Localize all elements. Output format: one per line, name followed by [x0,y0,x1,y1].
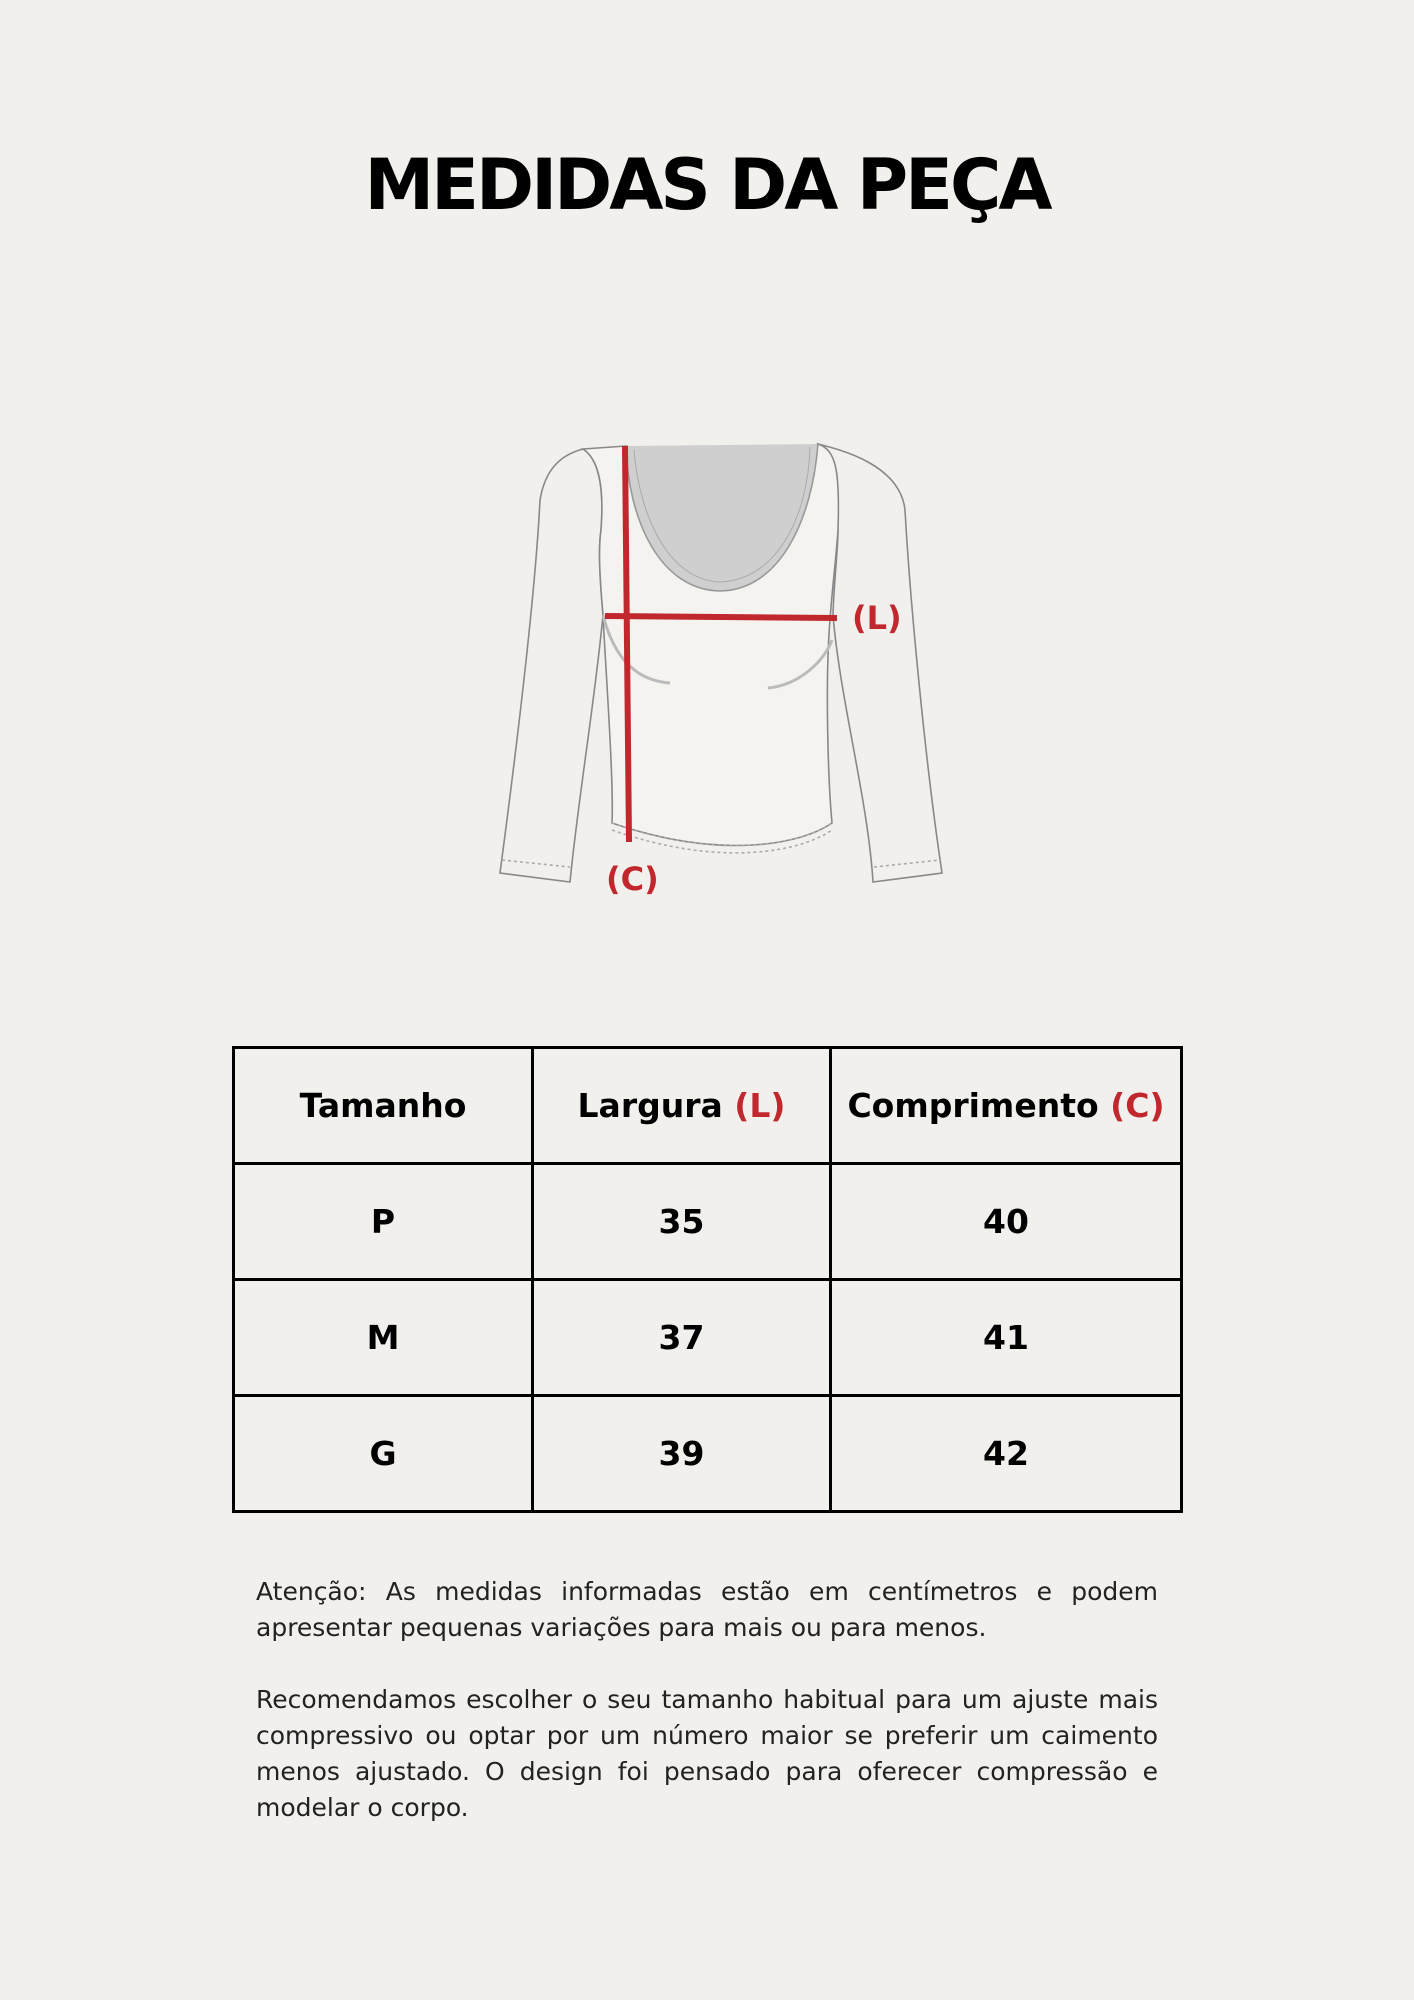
table-row [234,1396,1182,1512]
length-measure-line [625,446,629,842]
length-cell: 40 [831,1164,1182,1280]
size-cell: P [234,1164,533,1280]
page-title: MEDIDAS DA PEÇA [364,144,1050,226]
table-header-row [234,1048,1182,1164]
garment-diagram [480,430,960,910]
width-cell: 35 [533,1164,831,1280]
length-cell: 42 [831,1396,1182,1512]
length-cell: 41 [831,1280,1182,1396]
notes [256,1574,1158,1862]
attention-note: Atenção: As medidas informadas estão em centímetros e podem apresentar pequenas variações para mais ou para menos. [256,1577,1158,1642]
size-cell: G [234,1396,533,1512]
table-row [234,1280,1182,1396]
header-length: Comprimento (C) [831,1048,1182,1164]
header-width: Largura (L) [533,1048,831,1164]
left-sleeve [500,449,603,882]
size-table [232,1046,1183,1513]
header-size: Tamanho [234,1048,533,1164]
table-row [234,1164,1182,1280]
width-measure-line [605,616,837,618]
size-cell: M [234,1280,533,1396]
width-cell: 39 [533,1396,831,1512]
recommendation-note: Recomendamos escolher o seu tamanho habitual para um ajuste mais compressivo ou optar por um número maior se preferir um caimento menos ajustado. O design foi pensado para oferecer compressão e modelar o corpo. [256,1685,1158,1822]
length-label: (C) [606,860,659,898]
width-label: (L) [852,599,902,637]
width-cell: 37 [533,1280,831,1396]
